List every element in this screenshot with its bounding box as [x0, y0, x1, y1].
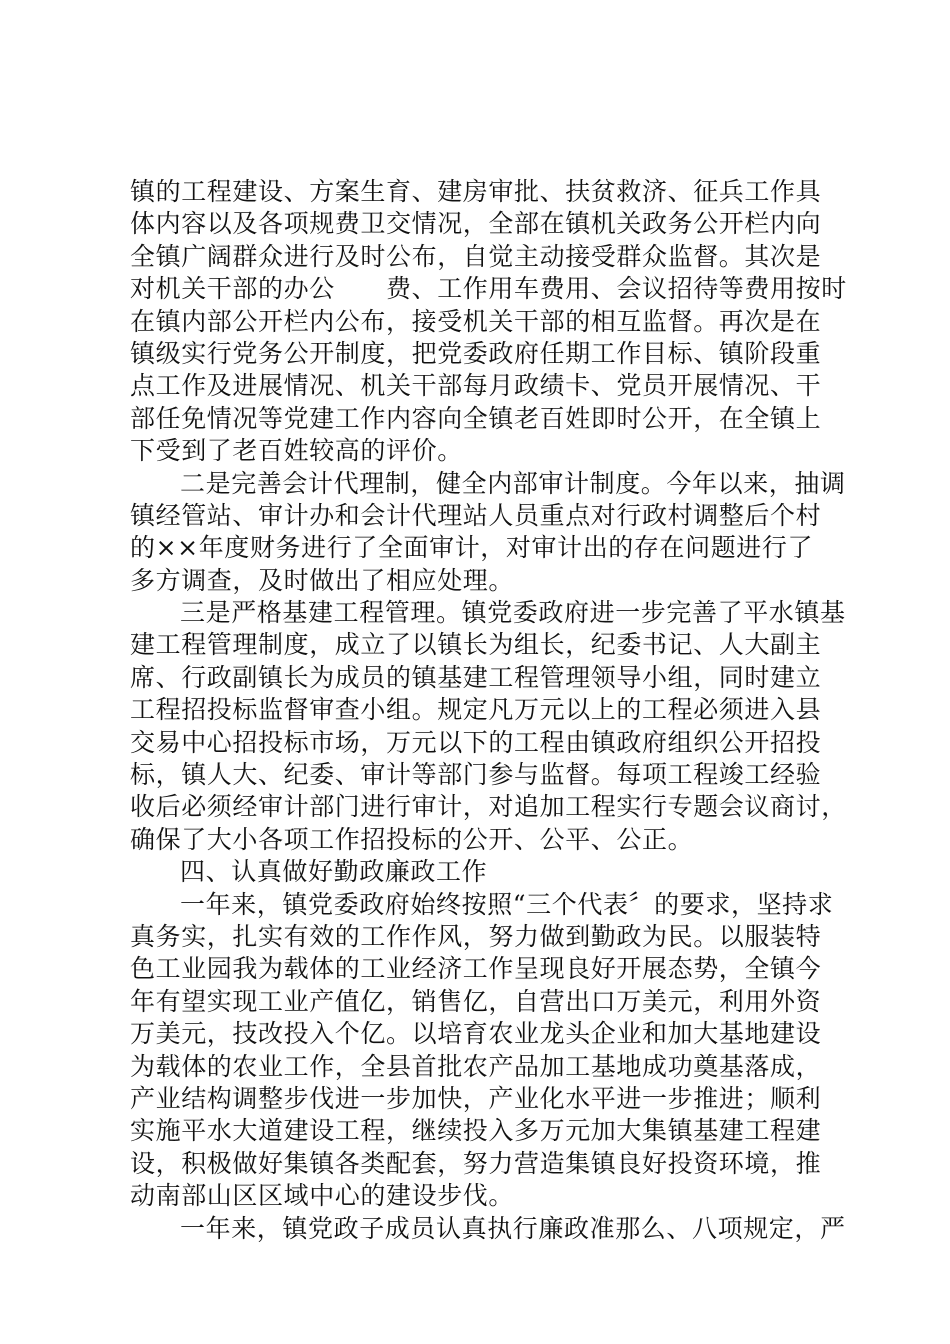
text-line: 真务实，扎实有效的工作作风，努力做到勤政为民。以服装特	[130, 921, 822, 951]
text-line: 全镇广阔群众进行及时公布，自觉主动接受群众监督。其次是	[130, 241, 822, 271]
text-line: 席、行政副镇长为成员的镇基建工程管理领导小组，同时建立	[130, 662, 822, 692]
text-line: 为载体的农业工作，全县首批农产品加工基地成功奠基落成，	[130, 1051, 822, 1081]
text-line: 建工程管理制度，成立了以镇长为组长，纪委书记、人大副主	[130, 630, 822, 660]
text-line: 多方调查，及时做出了相应处理。	[130, 565, 515, 595]
text-line: 工程招投标监督审查小组。规定凡万元以上的工程必须进入县	[130, 695, 822, 725]
text-line: 点工作及进展情况、机关干部每月政绩卡、党员开展情况、干	[130, 371, 822, 401]
text-line: 一年来，镇党政子成员认真执行廉政准那么、八项规定，严	[180, 1213, 846, 1243]
text-line: 实施平水大道建设工程，继续投入多万元加大集镇基建工程建	[130, 1116, 822, 1146]
text-line: 下受到了老百姓较高的评价。	[130, 436, 463, 466]
text-line: 对机关干部的办公 费、工作用车费用、会议招待等费用按时	[130, 274, 847, 304]
text-line: 收后必须经审计部门进行审计，对追加工程实行专题会议商讨，	[130, 792, 847, 822]
text-line: 四、认真做好勤政廉政工作	[180, 857, 488, 887]
text-line: 年有望实现工业产值亿，销售亿，自营出口万美元，利用外资	[130, 986, 822, 1016]
text-line: 一年来，镇党委政府始终按照“三个代表〞的要求，坚持求	[180, 889, 834, 919]
text-line: 确保了大小各项工作招投标的公开、公平、公正。	[130, 824, 694, 854]
text-line: 三是严格基建工程管理。镇党委政府进一步完善了平水镇基	[180, 598, 846, 628]
text-line: 部任免情况等党建工作内容向全镇老百姓即时公开，在全镇上	[130, 403, 822, 433]
text-line: 体内容以及各项规费卫交情况，全部在镇机关政务公开栏内向	[130, 209, 822, 239]
text-line: 设，积极做好集镇各类配套，努力营造集镇良好投资环境，推	[130, 1148, 822, 1178]
text-line: 的××年度财务进行了全面审计，对审计出的存在问题进行了	[130, 533, 814, 563]
text-line: 动南部山区区域中心的建设步伐。	[130, 1181, 515, 1211]
text-line: 产业结构调整步伐进一步加快，产业化水平进一步推进；顺利	[130, 1083, 822, 1113]
text-line: 交易中心招投标市场，万元以下的工程由镇政府组织公开招投	[130, 727, 822, 757]
text-line: 镇经管站、审计办和会计代理站人员重点对行政村调整后个村	[130, 500, 822, 530]
text-line: 色工业园我为载体的工业经济工作呈现良好开展态势，全镇今	[130, 954, 822, 984]
text-line: 二是完善会计代理制，健全内部审计制度。今年以来，抽调	[180, 468, 846, 498]
text-line: 标，镇人大、纪委、审计等部门参与监督。每项工程竣工经验	[130, 760, 822, 790]
text-line: 万美元，技改投入个亿。以培育农业龙头企业和加大基地建设	[130, 1019, 822, 1049]
text-line: 镇的工程建设、方案生育、建房审批、扶贫救济、征兵工作具	[130, 177, 822, 206]
document-body	[130, 176, 847, 1245]
text-line: 在镇内部公开栏内公布，接受机关干部的相互监督。再次是在	[130, 306, 822, 336]
text-line: 镇级实行党务公开制度，把党委政府任期工作目标、镇阶段重	[130, 338, 822, 368]
